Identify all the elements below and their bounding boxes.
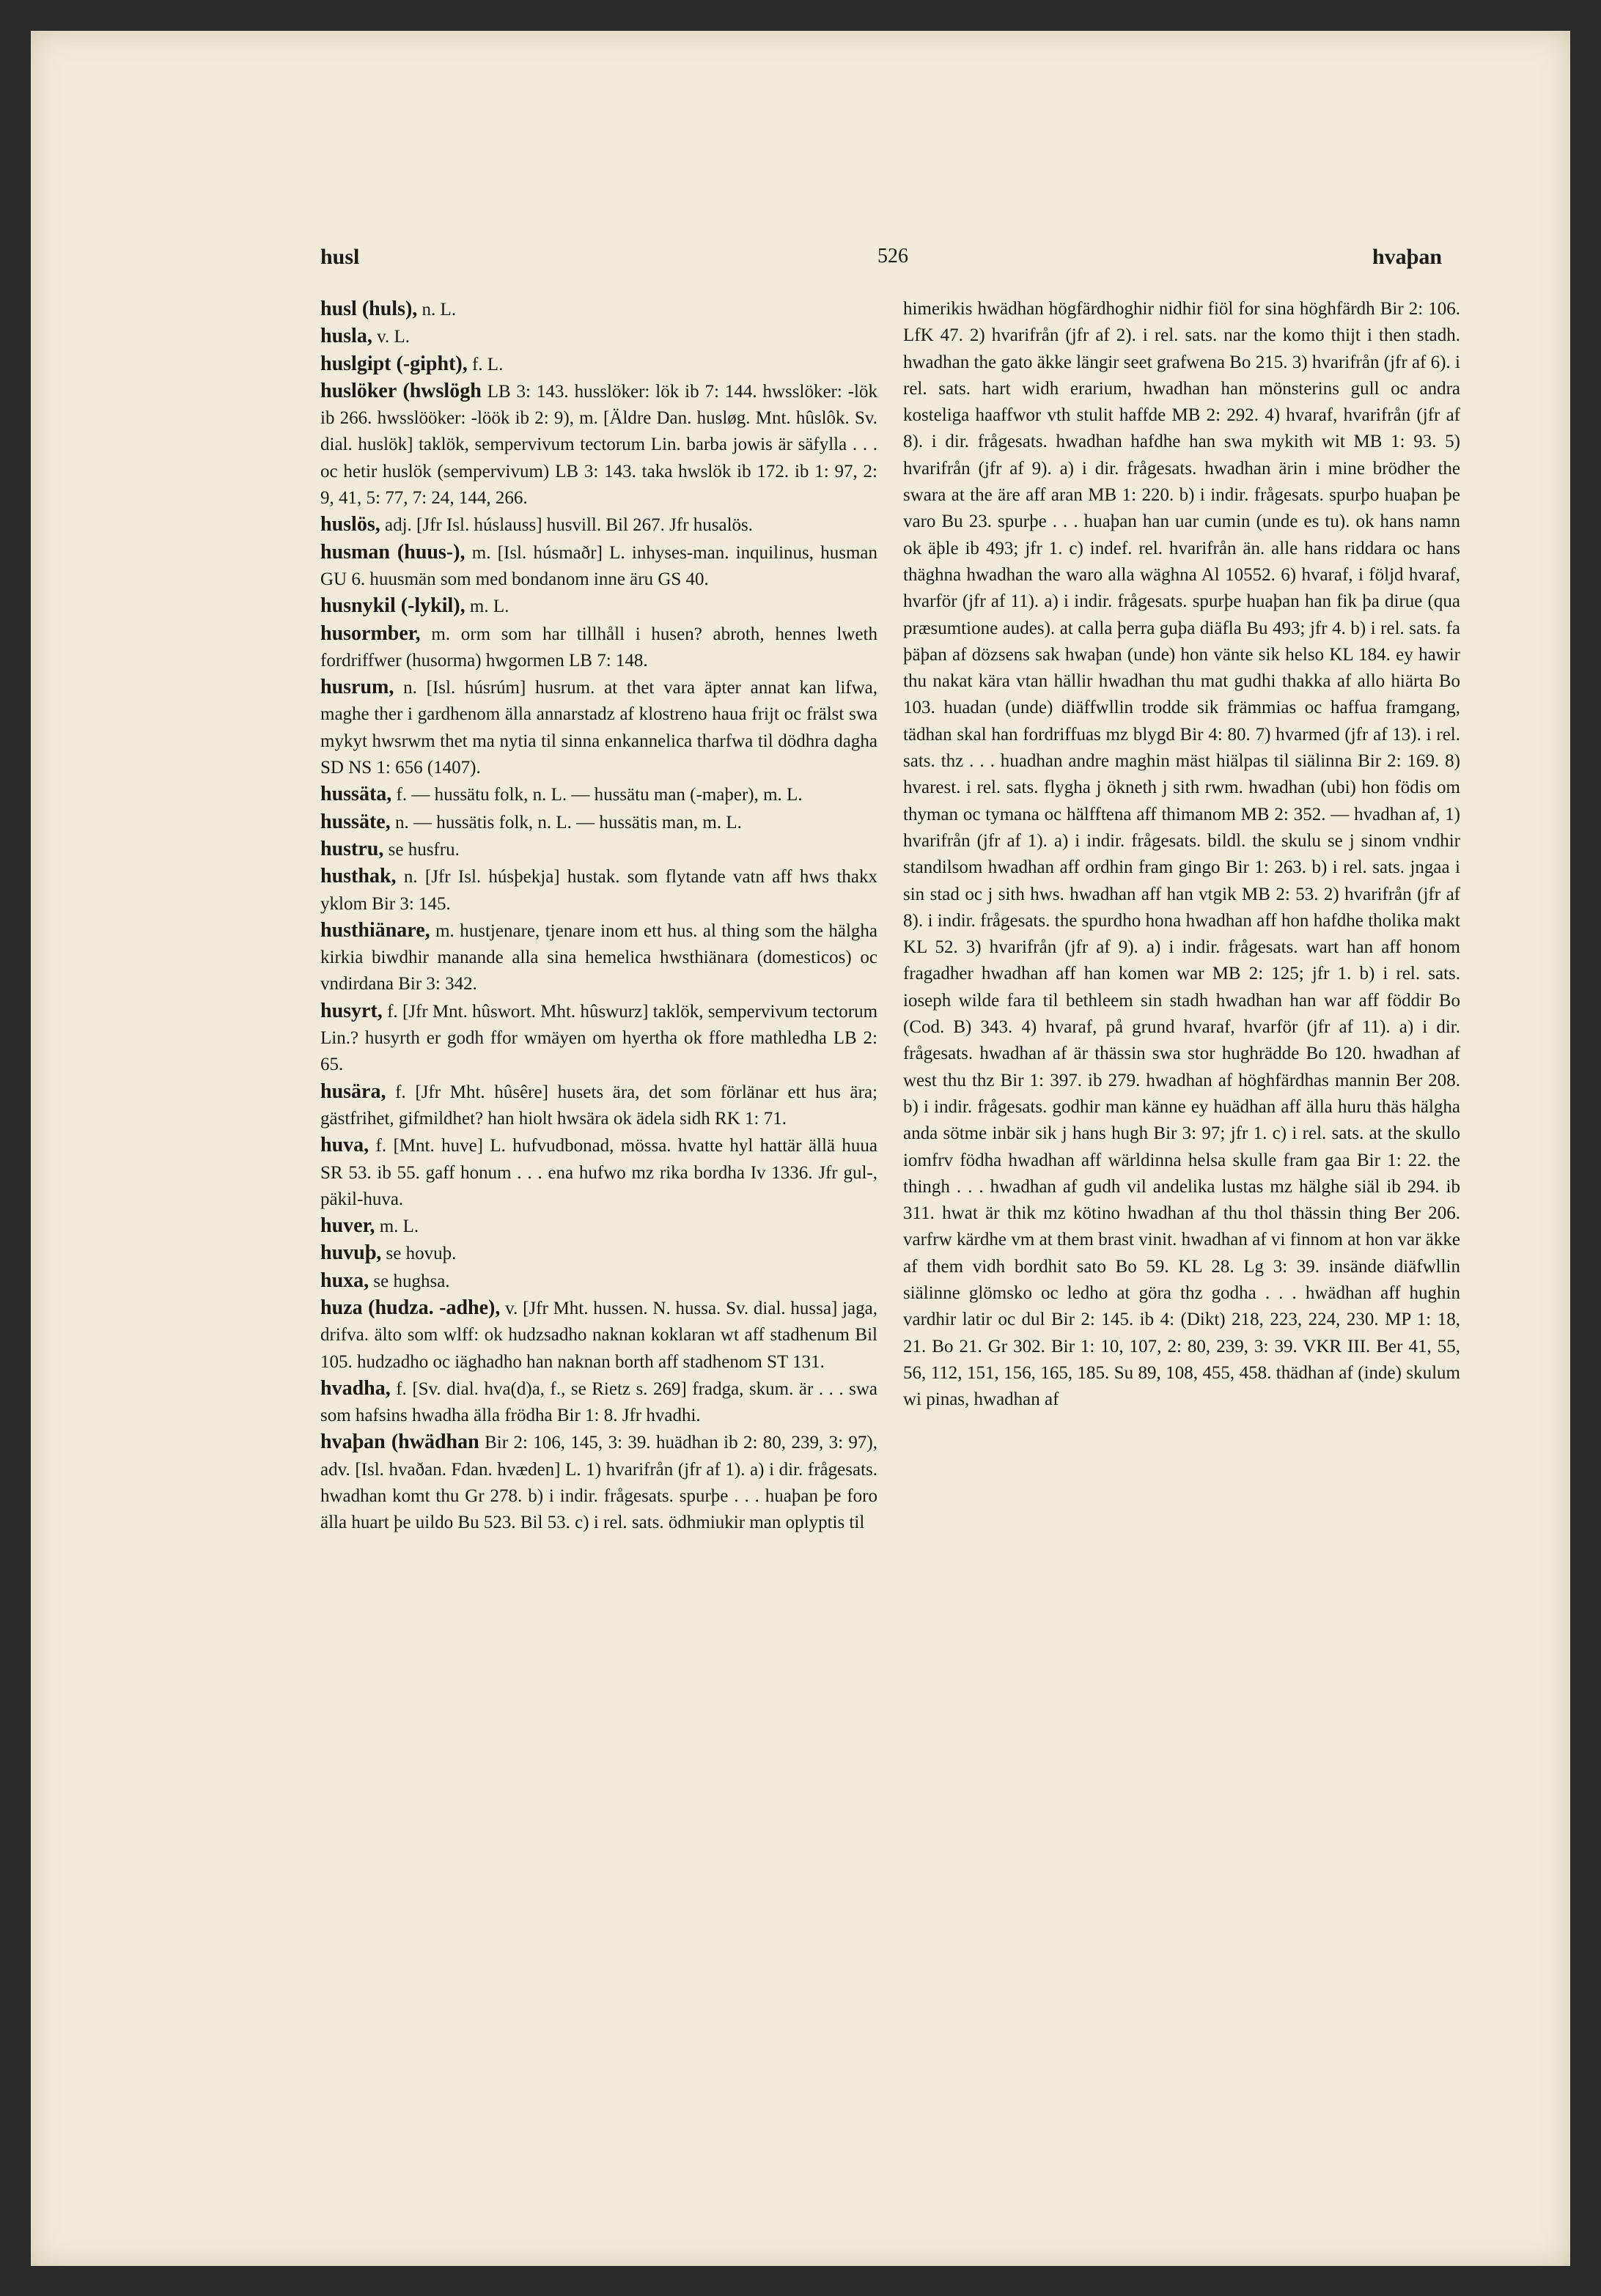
dictionary-entry [320, 781, 877, 808]
dictionary-page [31, 31, 1570, 2266]
entry-headword: huslgipt (-gipht), [320, 352, 468, 375]
entry-text: se hughsa. [373, 1271, 450, 1291]
dictionary-entry [320, 593, 877, 620]
entry-headword: huver, [320, 1214, 375, 1238]
entry-headword: husyrt, [320, 999, 383, 1022]
entry-text: m. hustjenare, tjenare inom ett hus. al thing som the hälgha kirkia biwdhir manande alla sina hemelica hwsthiänara (domesticos) oc vndirdana Bir 3: 342. [320, 920, 878, 994]
entry-text: se hovuþ. [386, 1244, 457, 1264]
entry-text: f. [Jfr Mht. hûsêre] husets ära, det som förlänar ett hus ära; gästfrihet, gifmildhet? han hiolt hwsära ok ädela sidh RK 1: 71. [320, 1082, 877, 1129]
dictionary-entry [320, 1429, 877, 1536]
dictionary-entry [320, 1079, 877, 1133]
entry-text: n. [Isl. húsrúm] husrum. at thet vara äpter annat kan lifwa, maghe ther i gardhenom älla annarstadz af klostreno haua frijt oc frälst swa mykyt hwsrwm thet ma nytia til sinna enkannelica tharfwa til dödhra dagha SD NS 1: 656 (1407). [320, 678, 878, 778]
page-header [31, 245, 1570, 274]
dictionary-entry [320, 351, 877, 378]
dictionary-entry [320, 836, 877, 863]
entry-text: f. — hussätu folk, n. L. — hussätu man (-maþer), m. L. [396, 785, 803, 805]
entry-text: m. orm som har tillhåll i husen? abroth, hennes lweth fordriffwer (husorma) hwgormen LB 7: 148. [320, 624, 877, 671]
entry-headword: huslös, [320, 513, 380, 536]
entry-text: m. L. [469, 597, 509, 617]
dictionary-entry [320, 863, 877, 918]
dictionary-entry [320, 621, 877, 675]
entry-headword: huza (hudza. -adhe), [320, 1296, 501, 1319]
entry-text: n. L. [422, 300, 457, 320]
dictionary-entry [320, 918, 877, 998]
left-column [320, 296, 877, 1537]
entry-text: f. [Jfr Mnt. hûswort. Mht. hûswurz] taklök, sempervivum tectorum Lin.? husyrth er godh ffor wmäyen om hyertha ok ffore mathledha LB 2: 65. [320, 1001, 878, 1075]
entry-headword: hvaþan (hwädhan [320, 1431, 479, 1454]
entry-headword: hussäta, [320, 783, 392, 806]
entry-text: v. [Jfr Mht. hussen. N. hussa. Sv. dial. hussa] jaga, drifva. älto som wlff: ok hudzsadho naknan koklaran wt aff stadhenum Bil 105. hudzadho oc iäghadho han naknan borth aff stadhenom ST 131. [320, 1298, 877, 1372]
entry-headword: huslöker (hwslögh [320, 379, 482, 402]
dictionary-entry [320, 1376, 877, 1430]
right-column [903, 296, 1460, 1413]
dictionary-entry [320, 998, 877, 1079]
entry-headword: huva, [320, 1134, 369, 1157]
dictionary-entry [320, 323, 877, 350]
dictionary-entry [320, 1213, 877, 1240]
entry-headword: hussäte, [320, 810, 391, 833]
entry-headword: huvuþ, [320, 1241, 382, 1265]
entry-text: m. L. [379, 1217, 419, 1237]
entry-text: LB 3: 143. husslöker: lök ib 7: 144. hwsslöker: -lök ib 266. hwsslööker: -löök ib 2: 9), m. [Äldre Dan. husløg. Mnt. hûslôk. Sv. dial. huslök] taklök, sempervivum tectorum Lin. barba jowis är säfylla . . . oc hetir huslök (sempervivum) LB 3: 143. taka hwslök ib 172. ib 1: 97, 2: 9, 41, 5: 77, 7: 24, 144, 266. [320, 381, 878, 509]
entry-headword: hustru, [320, 837, 384, 860]
entry-headword: husla, [320, 325, 372, 348]
entry-headword: husthiänare, [320, 918, 430, 942]
right-column-text: himerikis hwädhan högfärdhoghir nidhir fiöl for sina höghfärdh Bir 2: 106. LfK 47. 2) hvarifrån (jfr af 2). i rel. sats. nar the komo thijt i then stadh. hwadhan the gato äkke längir seet grafwena Bo 215. 3) hvarifrån (jfr af 6). i rel. sats. hart widh erarium, hwadhan han mönsterins gull oc andra kosteliga haaffwor vth stulit haffde MB 2: 292. 4) hvaraf, hvarifrån (jfr af 8). i dir. frågesats. hwadhan hafdhe han swa mykith wit MB 1: 93. 5) hvarifrån (jfr af 9). a) i dir. frågesats. hwadhan ärin i mine brödher the swara at the äre aff aran MB 1: 220. b) i indir. frågesats. spurþo huaþan þe varo Bu 23. spurþe . . . huaþan han uar cumin (unde es tu). ok hans namn ok äþle ib 493; jfr 1. c) indef. rel. hvarifrån än. alle hans riddara oc hans thäghna hwadhan the waro alla wäghna Al 10552. 6) hvaraf, i följd hvaraf, hvarför (jfr af 11). a) i indir. frågesats. spurþe huaþan han fik þa dirue (qua præsumtione audes). at calla þerra guþa diäfla Bu 493; jfr 4. b) i rel. sats. fa þäþan af dözsens sak hwaþan (unde) hon vänte sik helso KL 184. ey hawir thu nakat kära vtan hällir hwadhan thu mat gudhi thakka af allo hiärta Bo 103. huadan (unde) diäffwllin trodde sik främmias oc haffua framgang, tädhan skal han fordriffuas mz blygd Bir 4: 80. 7) hvarmed (jfr af 13). i rel. sats. thz . . . huadhan andre maghin mäst hiälpas til siälinna Bir 2: 169. 8) hvarest. i rel. sats. flygha j ökneth j sith rwm. hwadhan (ubi) hon födis om thyman oc tymana oc hälfftena aff thimanom MB 2: 352. — hvadhan af, 1) hvarifrån (jfr af 1). a) i indir. frågesats. bildl. the skulu se j sinom vndhir standilsom hwadhan aff ordhin fram gingo Bir 1: 263. b) i rel. sats. jngaa i sin stad oc j sith hws. hwadhan aff han vtgik MB 2: 53. 2) hvarifrån (jfr af 8). i indir. frågesats. the spurdho hona hwadhan aff hon hafdhe tholika makt KL 52. 3) hvarifrån (jfr af 9). a) i indir. frågesats. wart han aff honom fragadher hwadhan aff han komen war MB 2: 125; jfr 1. b) i rel. sats. ioseph wilde fara til bethleem sin stadh hwadhan han war aff föddir Bo (Cod. B) 343. 4) hvaraf, på grund hvaraf, hvarför (jfr af 11). a) i dir. frågesats. hwadhan af är thässin swa stor hughrädde Bo 120. hwadhan af west thu thz Bir 1: 397. ib 279. hwadhan af höghfärdhas mannin Ber 208. b) i indir. frågesats. godhir man känne ey huädhan aff älla huru thäs hälgha anda sötme inbär sik j hans hugh Bir 3: 97; jfr 1. c) i rel. sats. at the skullo iomfrv födha hwadhan aff wärldinna helsa skulle fram gaa Bir 1: 22. the thingh . . . hwadhan af gudh vil andelika lustas mz hälghe siäl ib 294. ib 311. hwat är thik mz kötino hwadhan af thu thol thässin thing Ber 206. varfrw kärdhe vm at them brast vinit. hwadhan af vi finnom at hon var äkke af them vidh bordhit sato Bo 59. KL 28. Lg 3: 39. insände diäfwllin siälinne glömsko oc ledho at göra thz godha . . . hwädhan aff hughin vardhir latir oc dul Bir 2: 145. ib 4: (Dikt) 218, 223, 224, 230. MP 1: 18, 21. Bo 21. Gr 302. Bir 1: 10, 107, 2: 80, 239, 3: 39. VKR III. Ber 41, 55, 56, 112, 151, 156, 165, 185. Su 89, 108, 455, 458. thädhan af (inde) skulum wi pinas, hwadhan af [903, 299, 1460, 1410]
entry-headword: husthak, [320, 865, 397, 888]
dictionary-entry [320, 512, 877, 539]
entry-headword: husära, [320, 1079, 386, 1103]
entry-text: v. L. [377, 327, 410, 347]
entry-headword: husormber, [320, 621, 421, 645]
dictionary-entry [320, 1268, 877, 1295]
entry-text: n. — hussätis folk, n. L. — hussätis man, m. L. [394, 812, 742, 833]
dictionary-entry [320, 1132, 877, 1213]
dictionary-entry [320, 296, 877, 323]
entry-text: f. L. [471, 354, 504, 374]
entry-text: Bir 2: 106, 145, 3: 39. huädhan ib 2: 80, 239, 3: 97), adv. [Isl. hvaðan. Fdan. hvæden] L. 1) hvarifrån (jfr af 1). a) i dir. frågesats. hwadhan komt thu Gr 278. b) i indir. frågesats. spurþe . . . huaþan þe foro älla huart þe uildo Bu 523. Bil 53. c) i rel. sats. ödhmiukir man oplyptis til [320, 1433, 878, 1533]
dictionary-entry [320, 378, 877, 512]
entry-headword: hvadha, [320, 1376, 391, 1400]
entry-text: m. [Isl. húsmaðr] L. inhyses-man. inquilinus, husman GU 6. huusmän som med bondanom inne äru GS 40. [320, 542, 877, 589]
dictionary-entry [320, 809, 877, 836]
entry-text: f. [Mnt. huve] L. hufvudbonad, mössa. hvatte hyl hattär ällä huua SR 53. ib 55. gaff honum . . . ena hufwo mz rika bordha Iv 1336. Jfr gul-, päkil-huva. [320, 1136, 878, 1209]
dictionary-entry [320, 1240, 877, 1267]
dictionary-entry [320, 1295, 877, 1376]
entry-headword: huxa, [320, 1269, 369, 1292]
entry-text: se husfru. [388, 839, 460, 860]
entry-text: n. [Jfr Isl. húsþekja] hustak. som flytande vatn aff hws thakx yklom Bir 3: 145. [320, 867, 878, 914]
entry-headword: husrum, [320, 676, 394, 699]
entry-text: adj. [Jfr Isl. húslauss] husvill. Bil 267. Jfr husalös. [384, 515, 754, 536]
page-number: 526 [877, 245, 908, 267]
dictionary-entry [320, 674, 877, 781]
left-running-headword: husl [320, 245, 360, 269]
right-running-headword: hvaþan [1372, 245, 1443, 269]
dictionary-entry [320, 539, 877, 594]
entry-headword: husman (huus-), [320, 540, 465, 564]
entry-headword: husnykil (-lykil), [320, 594, 465, 618]
entry-text: f. [Sv. dial. hva(d)a, f., se Rietz s. 269] fradga, skum. är . . . swa som hafsins hwadha älla frödha Bir 1: 8. Jfr hvadhi. [320, 1378, 877, 1426]
entry-headword: husl (huls), [320, 298, 418, 320]
